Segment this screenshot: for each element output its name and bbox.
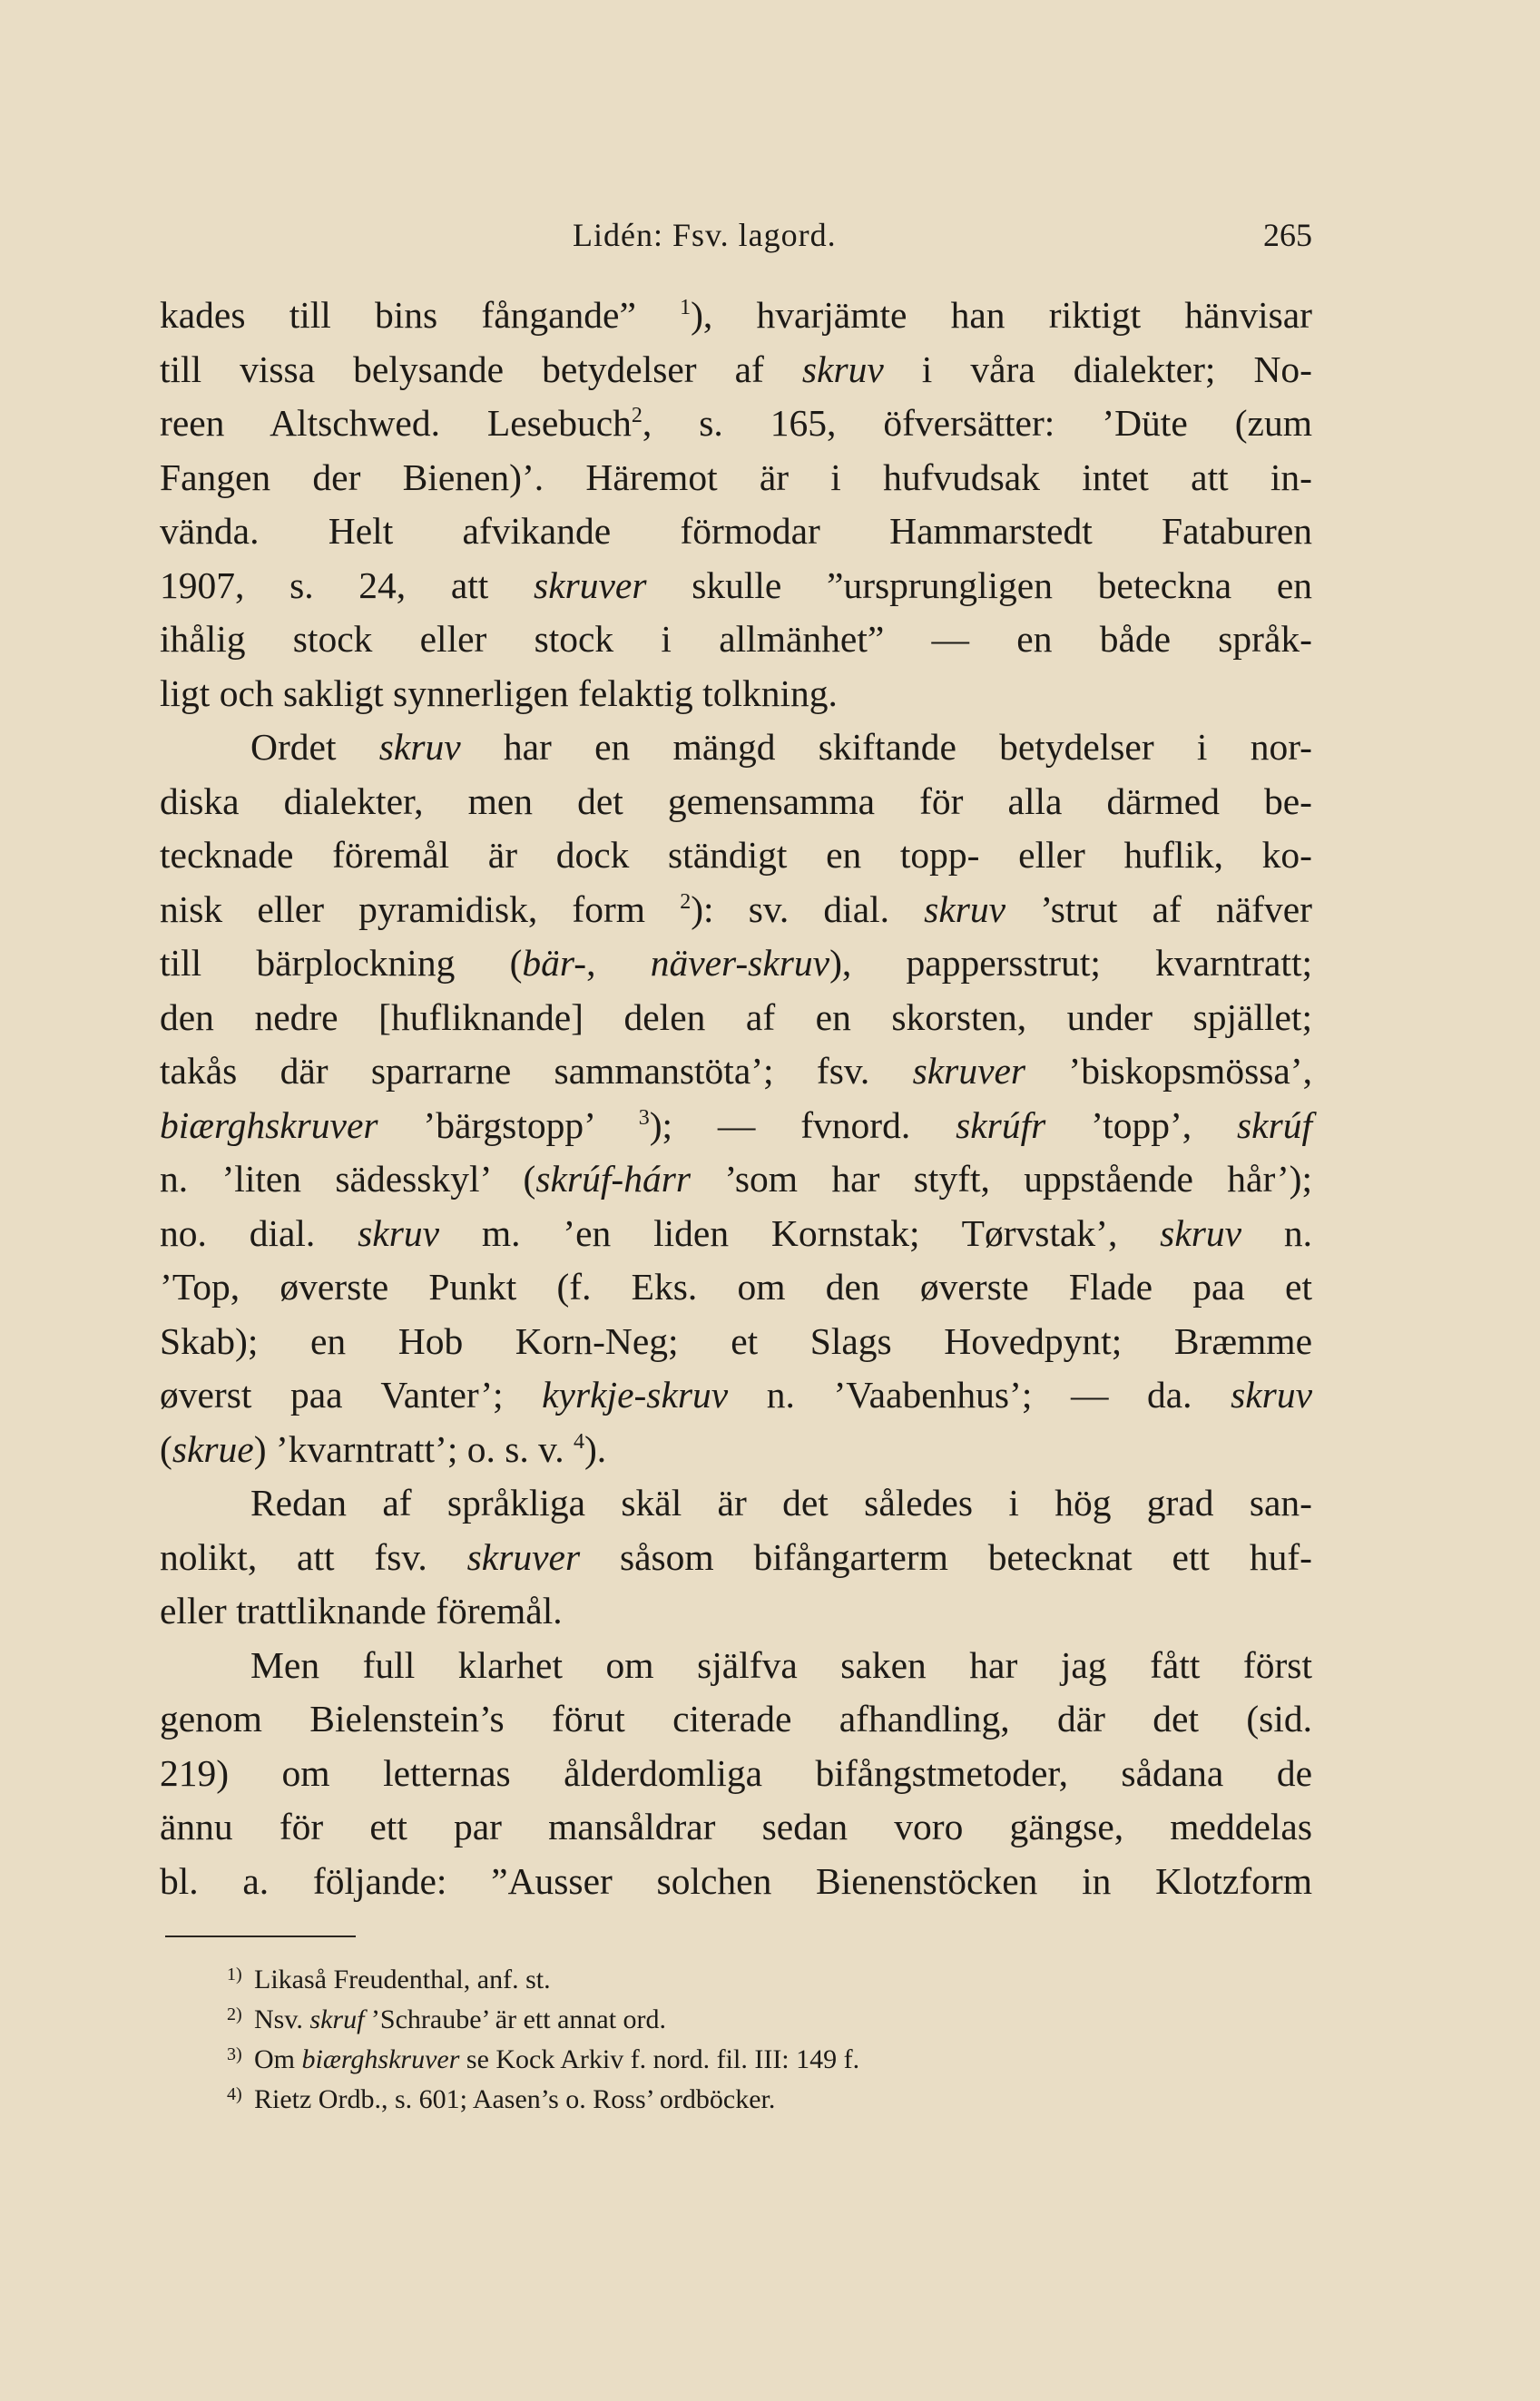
text-line: bl. a. följande: ”Ausser solchen Bienenstöcken in Klotzform	[160, 1859, 1312, 1902]
footnote	[227, 2000, 1252, 2040]
text-line: Fangen der Bienen)’. Häremot är i hufvudsak intet att in-	[160, 456, 1312, 498]
text-line: nisk eller pyramidisk, form $^2$): sv. dial. skruv ’strut af näfver	[160, 887, 1312, 930]
text-line: kades till bins fångande” $^1$), hvarjämte han riktigt hänvisar	[160, 294, 1312, 336]
footnotes	[227, 1960, 1252, 2120]
text-line: ihålig stock eller stock i allmänhet” — en både språk-	[160, 618, 1312, 660]
text-line: nolikt, att fsv. skruver såsom bifångarterm betecknat ett huf-	[160, 1535, 1312, 1578]
text-line: biærghskruver ’bärgstopp’ $^3$); — fvnord. skrúfr ’topp’, skrúf	[160, 1103, 1312, 1146]
footnote-mark: 1)	[227, 1965, 242, 1984]
footnote	[227, 2080, 1252, 2120]
text-line: 219) om letternas ålderdomliga bifångstmetoder, sådana de	[160, 1751, 1312, 1794]
footnote-mark: 3)	[227, 2044, 242, 2064]
text-line: ännu för ett par mansåldrar sedan voro gängse, meddelas	[160, 1806, 1312, 1847]
text-line: n. ’liten sädesskyl’ (skrúf-hárr ’som har styft, uppstående hår’);	[160, 1158, 1312, 1200]
footnote-text: Rietz Ordb., s. 601; Aasen’s o. Ross’ ordböcker.	[254, 2084, 776, 2114]
text-line: øverst paa Vanter’; kyrkje-skruv n. ’Vaabenhus’; — da. skruv	[160, 1374, 1312, 1416]
text-line: (skrue) ’kvarntratt’; o. s. v. $^4$).	[160, 1427, 607, 1470]
text-line: ligt och sakligt synnerligen felaktig tolkning.	[160, 671, 838, 714]
text-line: till bärplockning (bär-, näver-skruv), pappersstrut; kvarntratt;	[160, 942, 1312, 984]
text-line: ’Top, øverste Punkt (f. Eks. om den øverste Flade paa et	[160, 1266, 1312, 1308]
text-line: tecknade föremål är dock ständigt en topp- eller huflik, ko-	[160, 834, 1312, 876]
text-line: Ordet skruv har en mängd skiftande betydelser i nor-	[250, 726, 1312, 768]
text-line: den nedre [hufliknande] delen af en skorsten, under spjället;	[160, 995, 1312, 1038]
text-line: takås där sparrarne sammanstöta’; fsv. skruver ’biskopsmössa’,	[160, 1050, 1312, 1092]
footnote-text: Likaså Freudenthal, anf. st.	[254, 1965, 551, 1994]
footnote-mark: 2)	[227, 2004, 242, 2024]
footnote-text: Nsv. skruf ’Schraube’ är ett annat ord.	[254, 2004, 667, 2034]
body-text	[160, 289, 1312, 1908]
footnote-rule	[165, 1936, 356, 1937]
page-number: 265	[1263, 217, 1312, 253]
text-line: reen Altschwed. Lesebuch$^2$, s. 165, öfversätter: ’Düte (zum	[160, 402, 1312, 444]
text-line: no. dial. skruv m. ’en liden Kornstak; Tørvstak’, skruv n.	[160, 1211, 1313, 1254]
text-line: 1907, s. 24, att skruver skulle ”ursprungligen beteckna en	[160, 564, 1312, 606]
text-line: vända. Helt afvikande förmodar Hammarstedt Fataburen	[160, 510, 1312, 552]
text-line: Men full klarhet om själfva saken har jag fått först	[250, 1643, 1312, 1686]
text-line: eller trattliknande föremål.	[160, 1590, 563, 1632]
text-line: till vissa belysande betydelser af skruv i våra dialekter; No-	[160, 348, 1312, 390]
running-title: Lidén: Fsv. lagord.	[573, 217, 837, 253]
text-line: Redan af språkliga skäl är det således i hög grad san-	[250, 1482, 1312, 1524]
footnote	[227, 1960, 1252, 2000]
footnote	[227, 2040, 1252, 2080]
footnote-text: Om biærghskruver se Kock Arkiv f. nord. fil. III: 149 f.	[254, 2044, 860, 2074]
footnote-mark: 4)	[227, 2084, 242, 2104]
page-header	[160, 216, 1312, 270]
text-line: Skab); en Hob Korn-Neg; et Slags Hovedpynt; Bræmme	[160, 1319, 1312, 1362]
text-line: genom Bielenstein’s förut citerade afhandling, där det (sid.	[160, 1698, 1312, 1740]
text-line: diska dialekter, men det gemensamma för alla därmed be-	[160, 779, 1312, 822]
